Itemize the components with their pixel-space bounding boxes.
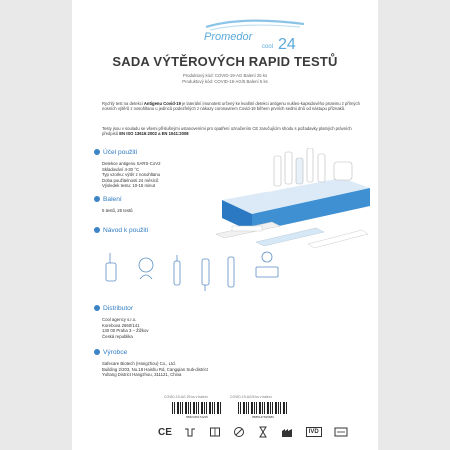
barcode-2 bbox=[238, 402, 288, 414]
barcode-caption-2: COVID-19-AG/5 ks v balení bbox=[230, 395, 272, 399]
promedor-logo bbox=[202, 18, 308, 52]
hourglass-icon bbox=[257, 426, 269, 438]
book-icon bbox=[209, 426, 221, 438]
logo-sub: cool bbox=[262, 44, 274, 50]
product-box-image bbox=[212, 148, 372, 256]
logo-number: 24 bbox=[278, 36, 296, 52]
product-sheet bbox=[72, 0, 378, 450]
product-code-1: Produktový kód: COVID-19-AG Balení 25 ks bbox=[182, 73, 268, 78]
pack-line: 5 testů, 25 testů bbox=[102, 208, 133, 213]
factory-icon bbox=[94, 349, 100, 355]
temperature-limit-icon bbox=[184, 426, 196, 438]
barcode-1 bbox=[172, 402, 222, 414]
section-pack: Balení bbox=[94, 194, 122, 204]
section-manufacturer: Výrobce bbox=[94, 347, 127, 357]
steps-icon bbox=[94, 227, 100, 233]
instructions-illustration bbox=[100, 245, 290, 307]
product-code-2: Produktový kód: COVID-19-AG/5 Balení 5 ks bbox=[182, 79, 268, 84]
page-title: SADA VÝTĚROVÝCH RAPID TESTŮ bbox=[112, 54, 338, 69]
barcode-number-2: 8588147625680 bbox=[252, 415, 274, 419]
section-distributor: Distributor bbox=[94, 303, 133, 313]
sterile-icon bbox=[334, 426, 348, 438]
barcode-number-1: 8582445174215 bbox=[186, 415, 208, 419]
do-not-reuse-icon bbox=[233, 426, 245, 438]
distributor-address: Cool agency s.r.o. Korebova 2660/141 130 00 Praha 3 – Žižkov Česká republika bbox=[102, 317, 149, 339]
info-icon bbox=[94, 149, 100, 155]
box-icon bbox=[94, 196, 100, 202]
intro-paragraph-2: Testy jsou v souladu se všemi příslušnými ustanoveními pro opatření označením CE zaručujícím shodu s požadavky platných právních předpisů EN ISO 13616:2002 a EN 1041:2008 bbox=[102, 126, 352, 137]
ivd-mark: IVD bbox=[306, 427, 322, 437]
regulatory-symbols bbox=[158, 424, 348, 440]
manufacturer-icon bbox=[281, 426, 293, 438]
section-use: Účel použití bbox=[94, 147, 137, 157]
truck-icon bbox=[94, 305, 100, 311]
ce-mark: CE bbox=[158, 426, 172, 438]
barcode-caption-1: COVID-19-AG 25 ks v balení bbox=[164, 395, 208, 399]
logo-name: Promedor bbox=[204, 31, 253, 43]
use-list: Detekce antigenu SARS-CoV2 Skladování 4-30 °C Typ vzorku: výtěr z nosohltanu Doba použitelnosti 24 měsíců Výsledek testu: 10-15 minut bbox=[102, 161, 161, 189]
manufacturer-address: Safecare Biotech (Hangzhou) Co., Ltd. Building 2/203, No.18 Haishu Rd, Cangqian Sub-district Yuhang District Hangzhou, 311121, China bbox=[102, 361, 208, 378]
section-howto: Návod k použití bbox=[94, 225, 148, 235]
intro-paragraph-1: Rychlý test na detekci Antigenu Covid-19 je laterální imunotest určený ke kvalitní detekci antigenu nukleo-kapsidového proteinu z přímých nosních výtěrů z nosohltanu u jedinců podezřelých z nákazy coronavirem Covid-19 během prvních sedmi dnů od nástupu příznaků. bbox=[102, 101, 360, 112]
